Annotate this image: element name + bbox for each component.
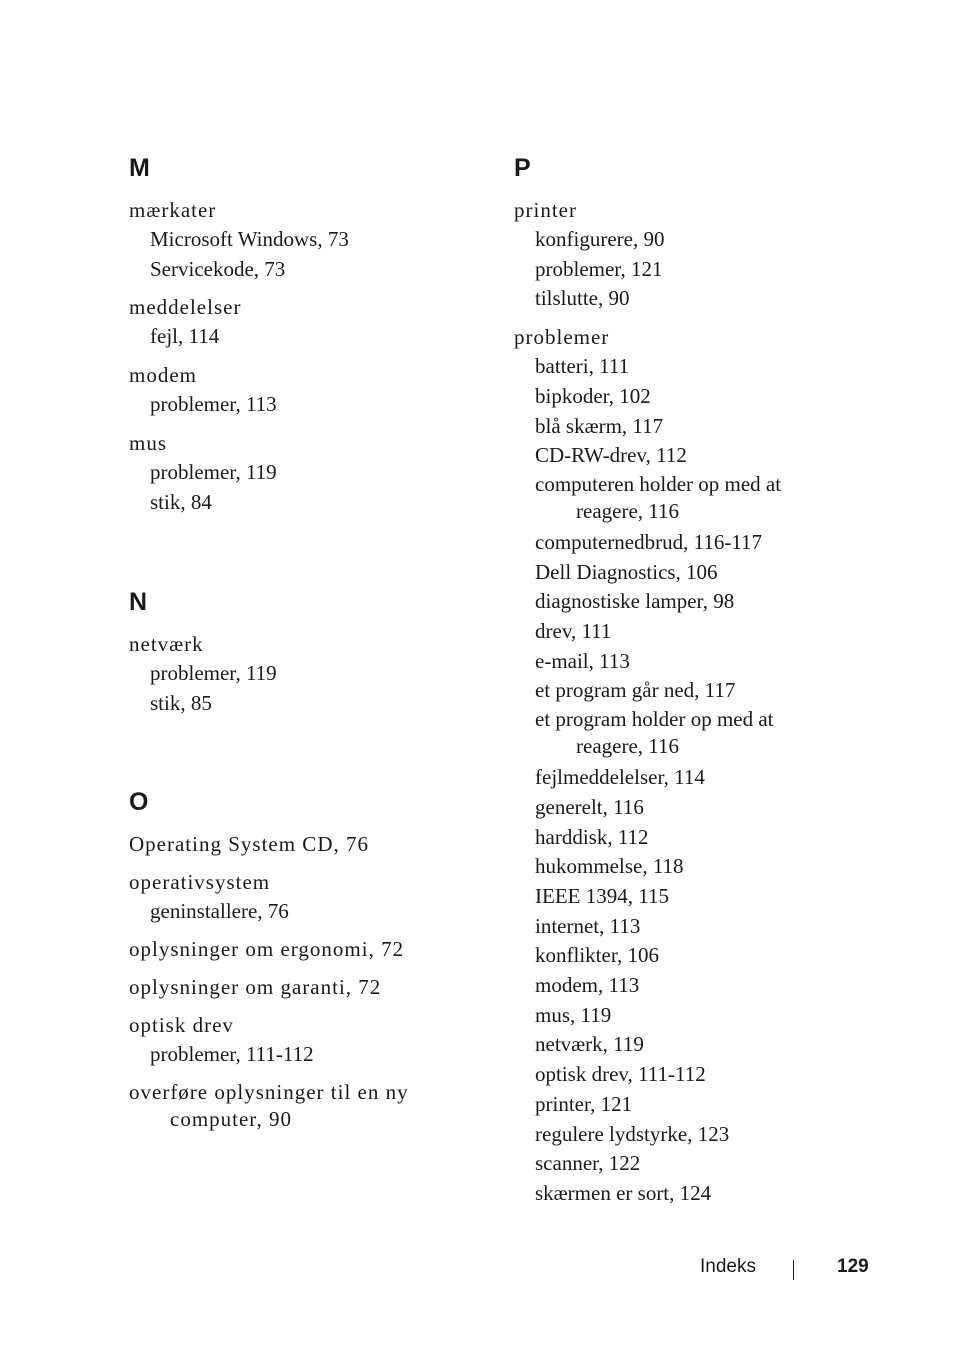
index-subterm: Microsoft Windows, 73 [150, 227, 349, 251]
index-entry [129, 830, 469, 859]
page-footer [0, 1256, 954, 1284]
index-subterm: generelt, 116 [535, 794, 644, 819]
index-subterm: skærmen er sort, 124 [535, 1180, 712, 1205]
page-number: 129 [837, 1256, 869, 1277]
index-subterm: fejl, 114 [150, 324, 220, 349]
index-entry [129, 868, 469, 927]
index-subterm: et program holder op med at reagere, 116 [535, 707, 774, 759]
index-term: mærkater [129, 198, 217, 222]
index-term: meddelelser [129, 295, 242, 320]
index-term: operativsystem [129, 869, 271, 894]
index-subterm: fejlmeddelelser, 114 [535, 765, 705, 790]
index-term: oplysninger om ergonomi, 72 [129, 937, 405, 962]
index-subterm: konfigurere, 90 [535, 227, 665, 251]
index-subterm: problemer, 119 [150, 661, 277, 686]
index-term: netværk [129, 632, 204, 657]
index-subterm: computeren holder op med at reagere, 116 [535, 471, 782, 523]
footer-section-label: Indeks [700, 1256, 756, 1277]
index-subterm: modem, 113 [535, 973, 640, 998]
index-term: overføre oplysninger til en ny computer, 90 [129, 1080, 409, 1132]
index-subterm: netværk, 119 [535, 1032, 644, 1057]
index-subterm: konflikter, 106 [535, 943, 659, 968]
index-subterm: et program går ned, 117 [535, 678, 736, 703]
index-subterm: internet, 113 [535, 913, 641, 938]
index-entry [514, 196, 854, 314]
index-subterm: hukommelse, 118 [535, 854, 684, 879]
index-subterm: diagnostiske lamper, 98 [535, 589, 735, 614]
index-term: Operating System CD, 76 [129, 831, 369, 856]
index-entry [129, 361, 469, 420]
index-column-left [129, 150, 469, 1142]
index-subterm: stik, 85 [150, 690, 212, 715]
index-entry [129, 630, 469, 718]
index-subterm: problemer, 111-112 [150, 1042, 314, 1067]
footer-divider [793, 1260, 794, 1280]
index-subterm: Dell Diagnostics, 106 [535, 559, 718, 584]
index-subterm: CD-RW-drev, 112 [535, 443, 687, 468]
index-subterm: computernedbrud, 116-117 [535, 529, 763, 554]
index-column-right [514, 150, 854, 1218]
index-entry [129, 973, 469, 1002]
index-entry [514, 323, 854, 1209]
index-subterm: problemer, 121 [535, 256, 663, 281]
index-term: optisk drev [129, 1013, 234, 1038]
index-entry [129, 1079, 469, 1133]
index-subterm: blå skærm, 117 [535, 413, 664, 438]
index-subterm: geninstallere, 76 [150, 898, 289, 923]
index-term: oplysninger om garanti, 72 [129, 975, 382, 1000]
index-subterm: problemer, 119 [150, 459, 277, 484]
index-subterm: bipkoder, 102 [535, 383, 651, 408]
index-subterm: harddisk, 112 [535, 824, 649, 849]
index-term: modem [129, 363, 197, 388]
index-subterm: scanner, 122 [535, 1151, 641, 1176]
index-subterm: optisk drev, 111-112 [535, 1062, 706, 1087]
index-subterm: regulere lydstyrke, 123 [535, 1121, 730, 1146]
index-entry [129, 429, 469, 517]
index-subterm: mus, 119 [535, 1002, 612, 1027]
index-subterm: tilslutte, 90 [535, 286, 630, 311]
index-entry [129, 935, 469, 964]
section-letter-n: N [129, 588, 148, 617]
index-subterm: IEEE 1394, 115 [535, 883, 669, 908]
section-letter-m: M [129, 154, 150, 182]
index-subterm: stik, 84 [150, 489, 212, 514]
section-letter-o: O [129, 787, 149, 816]
index-term: printer [514, 198, 577, 222]
index-subterm: e-mail, 113 [535, 648, 630, 673]
index-subterm: Servicekode, 73 [150, 256, 286, 281]
index-term: problemer [514, 325, 610, 350]
index-subterm: printer, 121 [535, 1091, 633, 1116]
section-letter-p: P [514, 154, 531, 182]
index-subterm: problemer, 113 [150, 392, 277, 417]
index-entry [129, 1011, 469, 1070]
index-entry [129, 196, 469, 284]
index-term: mus [129, 430, 168, 455]
index-entry [129, 293, 469, 352]
index-subterm: drev, 111 [535, 619, 612, 644]
index-subterm: batteri, 111 [535, 354, 630, 379]
